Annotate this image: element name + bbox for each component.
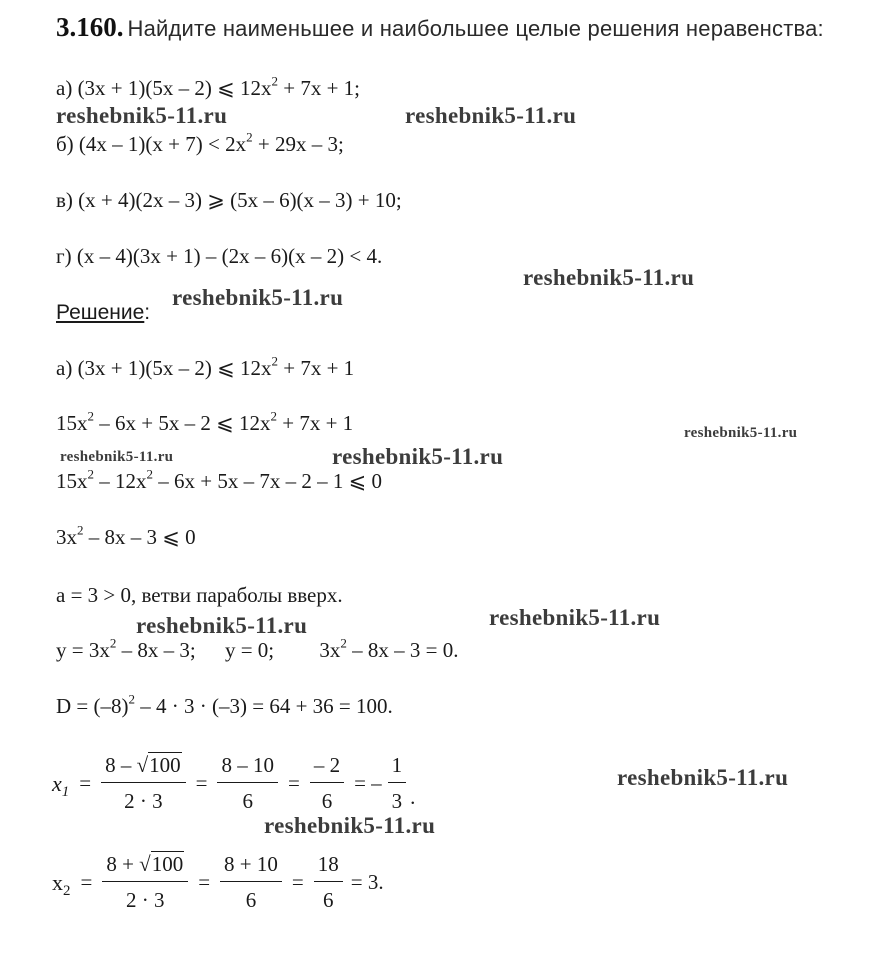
fraction-x1-1: $\frac{8 - √100}{2 \cdot 3}$: [101, 753, 186, 814]
fraction-x2-3: $\frac{18}{6}$: [314, 852, 343, 913]
solution-line-6: $y = 3x^2 - 8x - 3$; y = 0; $3x^2 - 8x - 3 = 0$.: [56, 635, 459, 662]
solution-line-4: $3x^2 - 8x - 3$ ⩽ 0: [56, 522, 196, 549]
solution-line-2: $15x^2 - 6x + 5x - 2$ ⩽ $12x^2 + 7x + 1$: [56, 408, 354, 435]
watermark: reshebnik5-11.ru: [684, 425, 798, 441]
task-item-b: б) $(4x - 1)(x + 7) < 2x^2 + 29x - 3$;: [56, 129, 344, 156]
fraction-x1-4: $\frac{1}{3}$: [388, 753, 407, 814]
watermark: reshebnik5-11.ru: [56, 103, 228, 128]
watermark: reshebnik5-11.ru: [264, 813, 436, 838]
task-item-d: г) (x – 4)(3x + 1) – (2x – 6)(x – 2) < 4.: [56, 244, 383, 268]
watermark: reshebnik5-11.ru: [172, 285, 344, 310]
watermark: reshebnik5-11.ru: [489, 605, 661, 630]
watermark: reshebnik5-11.ru: [405, 103, 577, 128]
task-item-c: в) (x + 4)(2x – 3) ⩾ (5x – 6)(x – 3) + 10;: [56, 188, 402, 212]
solution-line-7: $D = (-8)^2 - 4 \cdot 3 \cdot (-3) = 64 + 36 = 100$.: [56, 691, 393, 718]
solution-line-5: a = 3 > 0, ветви параболы вверх.: [56, 583, 343, 607]
watermark: reshebnik5-11.ru: [60, 449, 174, 465]
formula-x2: $x_2$ = $\frac{8 + √100}{2 \cdot 3}$ = $\frac{8 + 10}{6}$ = $\frac{18}{6}$ = 3.: [52, 852, 384, 912]
problem-header: [56, 12, 824, 43]
problem-number: 3.160.: [56, 12, 124, 42]
problem-task: Найдите наименьшее и наибольшее целые решения неравенства:: [127, 16, 824, 41]
watermark: reshebnik5-11.ru: [332, 444, 504, 469]
watermark: reshebnik5-11.ru: [523, 265, 695, 290]
fraction-x2-2: $\frac{8 + 10}{6}$: [220, 852, 282, 913]
solution-label: Решение:: [56, 301, 151, 324]
fraction-x2-1: $\frac{8 + √100}{2 \cdot 3}$: [102, 852, 188, 913]
formula-x1: $x_1$ = $\frac{8 - √100}{2 \cdot 3}$ = $\frac{8 - 10}{6}$ = $\frac{- 2}{6}$ = – $\frac{1}{3}$ .: [52, 753, 416, 813]
solution-line-1: а) (3x + 1)(5x – 2) ⩽ $12x^2 + 7x + 1$: [56, 353, 355, 380]
fraction-x1-3: $\frac{- 2}{6}$: [310, 753, 344, 814]
watermark: reshebnik5-11.ru: [617, 765, 789, 790]
solution-line-3: $15x^2 - 12x^2 - 6x + 5x - 7x - 2 - 1$ ⩽ 0: [56, 466, 382, 493]
task-item-a: а) (3x + 1)(5x – 2) ⩽ $12x^2 + 7x + 1$;: [56, 73, 361, 100]
watermark: reshebnik5-11.ru: [136, 613, 308, 638]
fraction-x1-2: $\frac{8 - 10}{6}$: [217, 753, 278, 814]
